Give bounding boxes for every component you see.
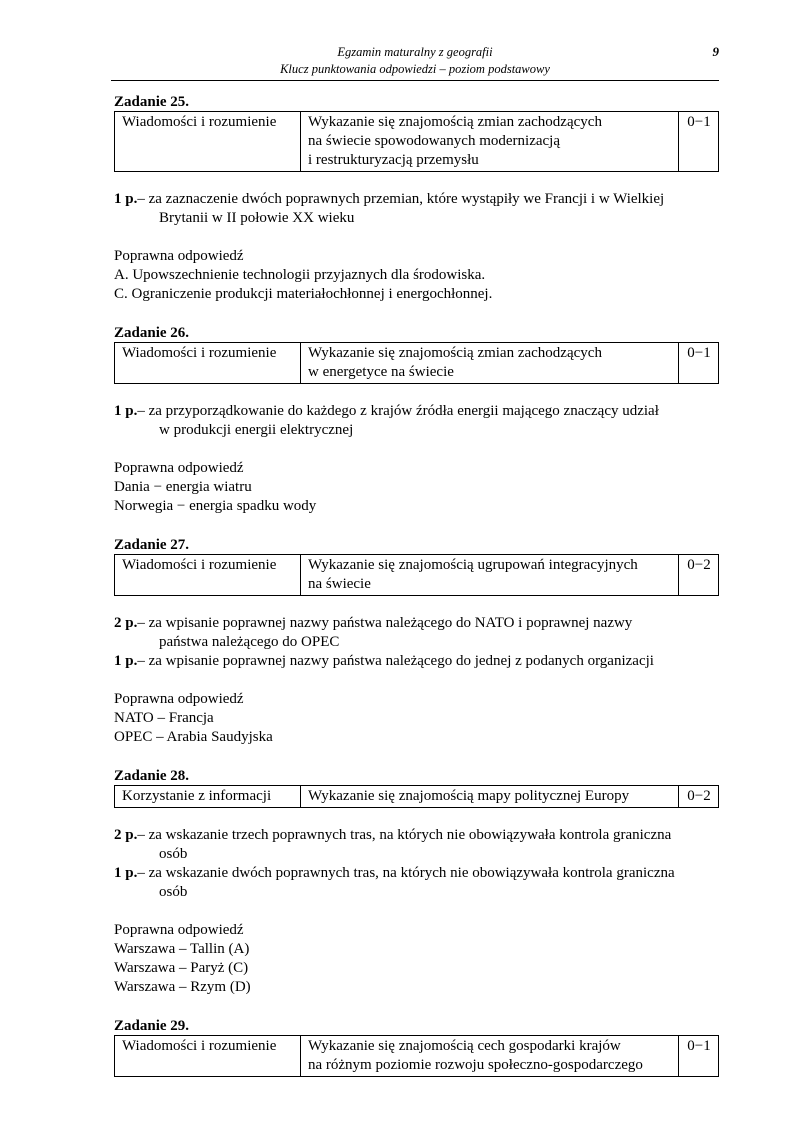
requirement [301, 786, 679, 808]
requirement-line: Wykazanie się znajomością zmian zachodzących [308, 345, 602, 361]
answer-line: NATO – Francja [114, 710, 214, 726]
scoring-rule [114, 190, 718, 209]
requirement [301, 343, 679, 384]
skill-area: Wiadomości i rozumienie [115, 1036, 301, 1077]
rule-points: 1 p. [114, 191, 138, 207]
zadanie-title: Zadanie 25. [114, 94, 190, 110]
rule-text-continued: państwa należącego do OPEC [159, 634, 340, 650]
zadanie-29 [114, 1017, 718, 1077]
scoring-rule [114, 652, 718, 671]
zadanie-title: Zadanie 28. [114, 768, 190, 784]
rule-text: – za zaznaczenie dwóch poprawnych przemian, które wystąpiły we Francji i w Wielkiej [137, 191, 665, 207]
rule-text-continued: Brytanii w II połowie XX wieku [159, 210, 355, 226]
header-exam-title: Egzamin maturalny z geografii [337, 45, 493, 59]
requirement-line: Wykazanie się znajomością mapy politycznej Europy [308, 788, 630, 804]
zadanie-26 [114, 324, 718, 516]
skill-area: Wiadomości i rozumienie [115, 112, 301, 172]
answer-line: Norwegia − energia spadku wody [114, 498, 317, 514]
rule-text-continued: osób [159, 884, 188, 900]
zadanie-25 [114, 93, 718, 304]
page-header [111, 44, 719, 81]
answer-line: Warszawa – Rzym (D) [114, 979, 251, 995]
rule-text: – za wpisanie poprawnej nazwy państwa należącego do NATO i poprawnej nazwy [137, 615, 633, 631]
scoring-table [114, 1035, 719, 1077]
scoring-rule [114, 864, 718, 883]
rule-points: 1 p. [114, 403, 138, 419]
answer-label: Poprawna odpowiedź [114, 691, 244, 707]
scoring-rule [114, 614, 718, 633]
answer-label: Poprawna odpowiedź [114, 922, 244, 938]
requirement-line: na świecie [308, 576, 371, 592]
rule-text: – za przyporządkowanie do każdego z krajów źródła energii mającego znaczący udział [137, 403, 659, 419]
rule-points: 1 p. [114, 865, 138, 881]
scoring-table [114, 785, 719, 808]
requirement-line: i restrukturyzacją przemysłu [308, 152, 479, 168]
zadanie-27 [114, 536, 718, 747]
scoring-rule [114, 826, 718, 845]
answer-line: Dania − energia wiatru [114, 479, 252, 495]
answer-line: Warszawa – Paryż (C) [114, 960, 249, 976]
requirement [301, 112, 679, 172]
points-range: 0−1 [679, 112, 719, 172]
scoring-table [114, 554, 719, 596]
zadanie-28 [114, 767, 718, 997]
rule-points: 2 p. [114, 827, 138, 843]
answer-line: A. Upowszechnienie technologii przyjaznych dla środowiska. [114, 267, 486, 283]
answer-label: Poprawna odpowiedź [114, 460, 244, 476]
requirement-line: na różnym poziomie rozwoju społeczno-gospodarczego [308, 1057, 643, 1073]
zadanie-title: Zadanie 26. [114, 325, 190, 341]
points-range: 0−2 [679, 555, 719, 596]
scoring-table [114, 342, 719, 384]
requirement-line: na świecie spowodowanych modernizacją [308, 133, 560, 149]
requirement-line: Wykazanie się znajomością ugrupowań integracyjnych [308, 557, 638, 573]
zadanie-title: Zadanie 29. [114, 1018, 190, 1034]
skill-area: Wiadomości i rozumienie [115, 555, 301, 596]
rule-text-continued: w produkcji energii elektrycznej [159, 422, 354, 438]
points-range: 0−1 [679, 1036, 719, 1077]
requirement [301, 1036, 679, 1077]
requirement [301, 555, 679, 596]
rule-text: – za wskazanie trzech poprawnych tras, na których nie obowiązywała kontrola graniczna [137, 827, 672, 843]
rule-points: 2 p. [114, 615, 138, 631]
requirement-line: Wykazanie się znajomością zmian zachodzących [308, 114, 602, 130]
rule-text: – za wskazanie dwóch poprawnych tras, na których nie obowiązywała kontrola graniczna [137, 865, 675, 881]
page-number: 9 [712, 44, 719, 59]
answer-line: OPEC – Arabia Saudyjska [114, 729, 273, 745]
rule-text: – za wpisanie poprawnej nazwy państwa należącego do jednej z podanych organizacji [137, 653, 654, 669]
rule-text-continued: osób [159, 846, 188, 862]
header-subtitle: Klucz punktowania odpowiedzi – poziom podstawowy [280, 62, 550, 76]
points-range: 0−2 [679, 786, 719, 808]
zadanie-title: Zadanie 27. [114, 537, 190, 553]
points-range: 0−1 [679, 343, 719, 384]
skill-area: Korzystanie z informacji [115, 786, 301, 808]
scoring-table [114, 111, 719, 172]
skill-area: Wiadomości i rozumienie [115, 343, 301, 384]
requirement-line: w energetyce na świecie [308, 364, 454, 380]
answer-line: Warszawa – Tallin (A) [114, 941, 250, 957]
page-content [114, 93, 718, 1077]
answer-line: C. Ograniczenie produkcji materiałochłonnej i energochłonnej. [114, 286, 493, 302]
answer-label: Poprawna odpowiedź [114, 248, 244, 264]
rule-points: 1 p. [114, 653, 138, 669]
requirement-line: Wykazanie się znajomością cech gospodarki krajów [308, 1038, 621, 1054]
scoring-rule [114, 402, 718, 421]
